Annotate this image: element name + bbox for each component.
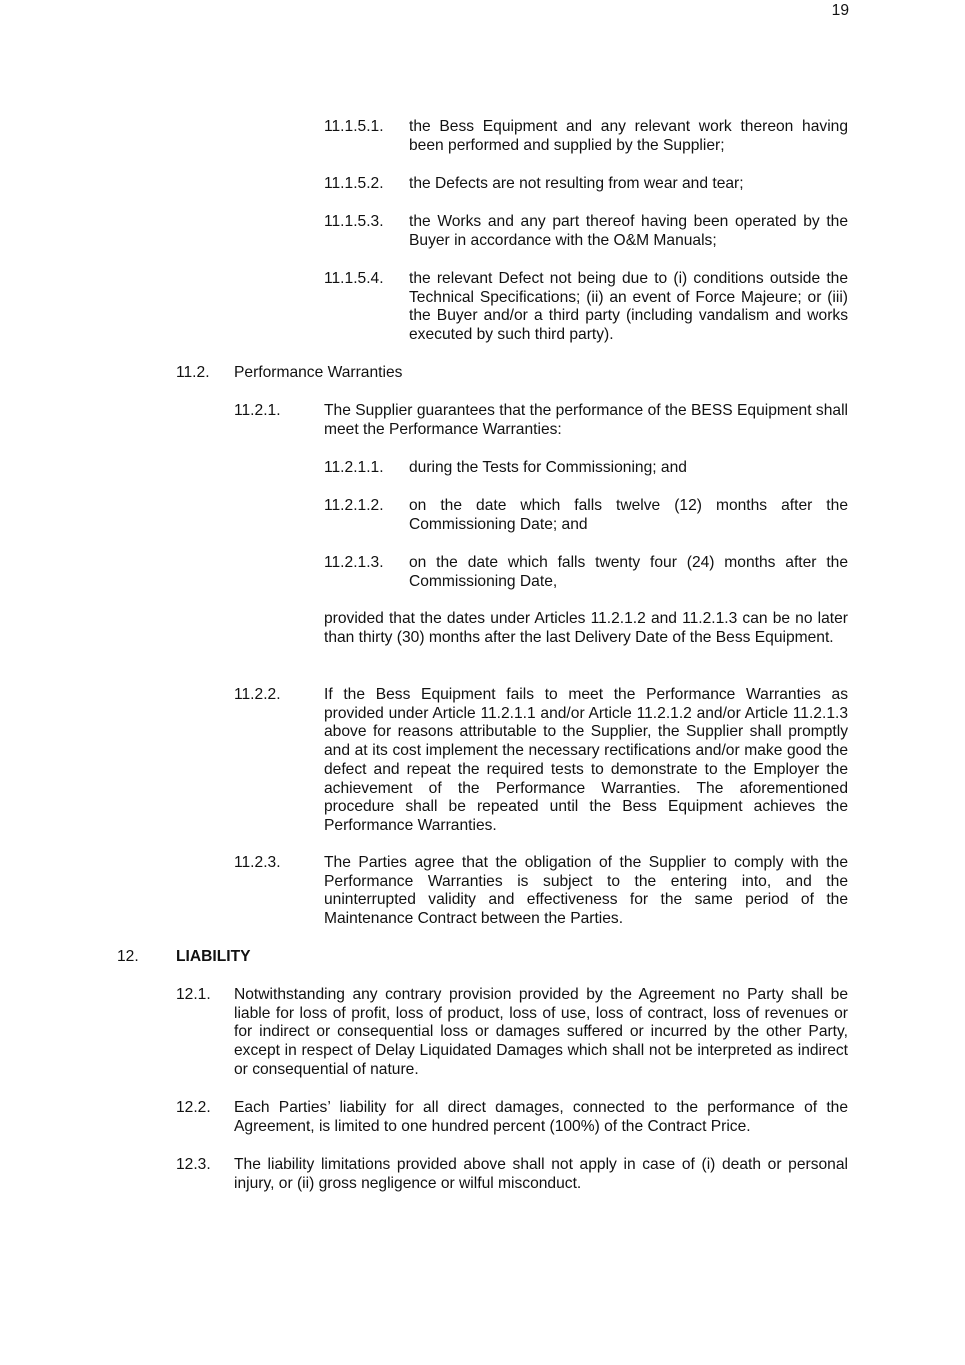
clause-number: 12.3. (176, 1156, 211, 1173)
clause-number: 12.1. (176, 986, 211, 1003)
clause-number: 11.2.1.1. (324, 459, 384, 476)
clause-text: Each Parties’ liability for all direct damages, connected to the performance of the Agreement, is limited to one hundred percent (100%) of the Contract Price. (234, 1099, 848, 1135)
clause-number: 11.1.5.1. (324, 118, 384, 135)
clause-text: The Supplier guarantees that the performance of the BESS Equipment shall meet the Performance Warranties: (324, 402, 848, 438)
clause-text: Notwithstanding any contrary provision provided by the Agreement no Party shall be liable for loss of profit, loss of product, loss of use, loss of contract, loss of revenues or for indirect or consequential loss or damages suffered or incurred by the other Party, except in respect of Delay Liquidated Damages which shall not be interpreted as indirect or consequential of nature. (234, 986, 848, 1078)
clause-text: the Defects are not resulting from wear and tear; (409, 175, 744, 192)
clause-number: 11.2.3. (234, 854, 281, 871)
clause-text: If the Bess Equipment fails to meet the Performance Warranties as provided under Article 11.2.1.1 and/or Article 11.2.1.2 and/or Article 11.2.1.3 above for reasons attributable to the Supplier, the Supplier shall promptly and at its cost implement the necessary rectifications and/or make good the defect and repeat the required tests to demonstrate to the Employer the achievement of the Performance Warranties. The aforementioned procedure shall be repeated until the Bess Equipment achieves the Performance Warranties. (324, 686, 848, 834)
clause-text: during the Tests for Commissioning; and (409, 459, 687, 476)
clause-text: the Works and any part thereof having been operated by the Buyer in accordance with the O&M Manuals; (409, 213, 848, 249)
clause-text: on the date which falls twelve (12) months after the Commissioning Date; and (409, 497, 848, 533)
clause-number: 11.2.1.2. (324, 497, 384, 514)
clause-number: 11.1.5.2. (324, 175, 384, 192)
clause-number: 11.1.5.4. (324, 270, 384, 287)
clause-11-2-1-proviso: provided that the dates under Articles 11.2.1.2 and 11.2.1.3 can be no later than thirty (30) months after the last Delivery Date of the Bess Equipment. (324, 610, 848, 646)
section-number: 12. (117, 948, 139, 965)
clause-number: 11.2.2. (234, 686, 281, 703)
clause-text: The liability limitations provided above shall not apply in case of (i) death or personal injury, or (ii) gross negligence or wilful misconduct. (234, 1156, 848, 1192)
clause-number: 11.1.5.3. (324, 213, 384, 230)
clause-text: the relevant Defect not being due to (i) conditions outside the Technical Specifications; (ii) an event of Force Majeure; or (iii) the Buyer and/or a third party (including vandalism and works executed by such third party). (409, 270, 848, 344)
clause-number: 12.2. (176, 1099, 211, 1116)
clause-text: The Parties agree that the obligation of the Supplier to comply with the Performance Warranties is subject to the entering into, and the uninterrupted validity and effectiveness for the same period of the Maintenance Contract between the Parties. (324, 854, 848, 928)
clause-number: 11.2.1.3. (324, 554, 384, 571)
section-number: 11.2. (176, 364, 210, 381)
section-heading: Performance Warranties (234, 364, 403, 381)
page-number: 19 (831, 2, 849, 19)
clause-number: 11.2.1. (234, 402, 281, 419)
clause-text: the Bess Equipment and any relevant work thereon having been performed and supplied by the Supplier; (409, 118, 848, 154)
clause-text: on the date which falls twenty four (24) months after the Commissioning Date, (409, 554, 848, 590)
section-heading: LIABILITY (176, 948, 251, 965)
